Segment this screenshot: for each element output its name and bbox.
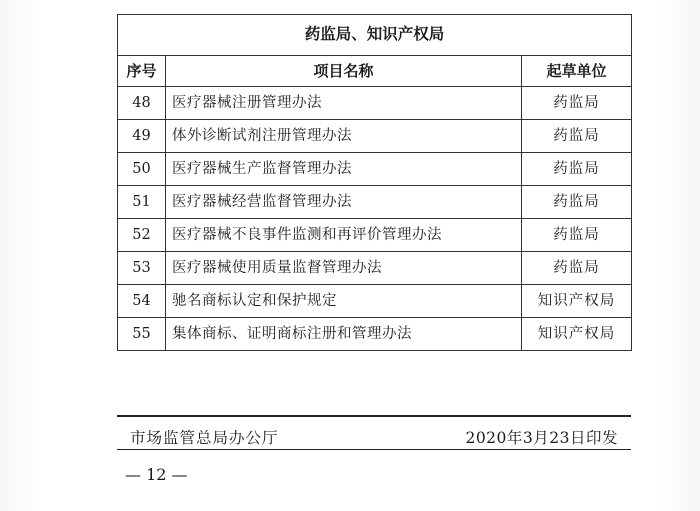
section-title: 药监局、知识产权局: [118, 15, 632, 56]
footer-top-rule: [117, 415, 631, 417]
row-drafting-unit: 药监局: [522, 186, 632, 219]
regulation-table: [117, 14, 632, 351]
header-row: [118, 56, 632, 87]
row-project-name: 医疗器械生产监督管理办法: [166, 153, 522, 186]
row-number: 54: [118, 285, 166, 318]
table-row: [118, 153, 632, 186]
table-row: [118, 252, 632, 285]
row-number: 53: [118, 252, 166, 285]
row-number: 55: [118, 318, 166, 351]
row-drafting-unit: 知识产权局: [522, 285, 632, 318]
table-row: [118, 219, 632, 252]
header-number: 序号: [118, 56, 166, 87]
header-project-name: 项目名称: [166, 56, 522, 87]
row-drafting-unit: 知识产权局: [522, 318, 632, 351]
row-project-name: 集体商标、证明商标注册和管理办法: [166, 318, 522, 351]
row-drafting-unit: 药监局: [522, 87, 632, 120]
row-project-name: 医疗器械经营监督管理办法: [166, 186, 522, 219]
row-drafting-unit: 药监局: [522, 252, 632, 285]
page-number: — 12 —: [125, 465, 188, 484]
row-project-name: 驰名商标认定和保护规定: [166, 285, 522, 318]
row-number: 49: [118, 120, 166, 153]
table-row: [118, 120, 632, 153]
row-project-name: 医疗器械不良事件监测和再评价管理办法: [166, 219, 522, 252]
row-drafting-unit: 药监局: [522, 219, 632, 252]
row-number: 48: [118, 87, 166, 120]
row-drafting-unit: 药监局: [522, 153, 632, 186]
row-number: 51: [118, 186, 166, 219]
row-number: 52: [118, 219, 166, 252]
row-project-name: 医疗器械使用质量监督管理办法: [166, 252, 522, 285]
row-project-name: 医疗器械注册管理办法: [166, 87, 522, 120]
issuer-text: 市场监管总局办公厅: [130, 429, 279, 447]
table-row: [118, 318, 632, 351]
print-date-text: 2020年3月23日印发: [465, 429, 618, 447]
table-row: [118, 186, 632, 219]
row-number: 50: [118, 153, 166, 186]
header-drafting-unit: 起草单位: [522, 56, 632, 87]
footer-bottom-rule: [117, 449, 631, 450]
table-row: [118, 87, 632, 120]
row-project-name: 体外诊断试剂注册管理办法: [166, 120, 522, 153]
table-row: [118, 285, 632, 318]
section-title-row: [118, 15, 632, 56]
row-drafting-unit: 药监局: [522, 120, 632, 153]
